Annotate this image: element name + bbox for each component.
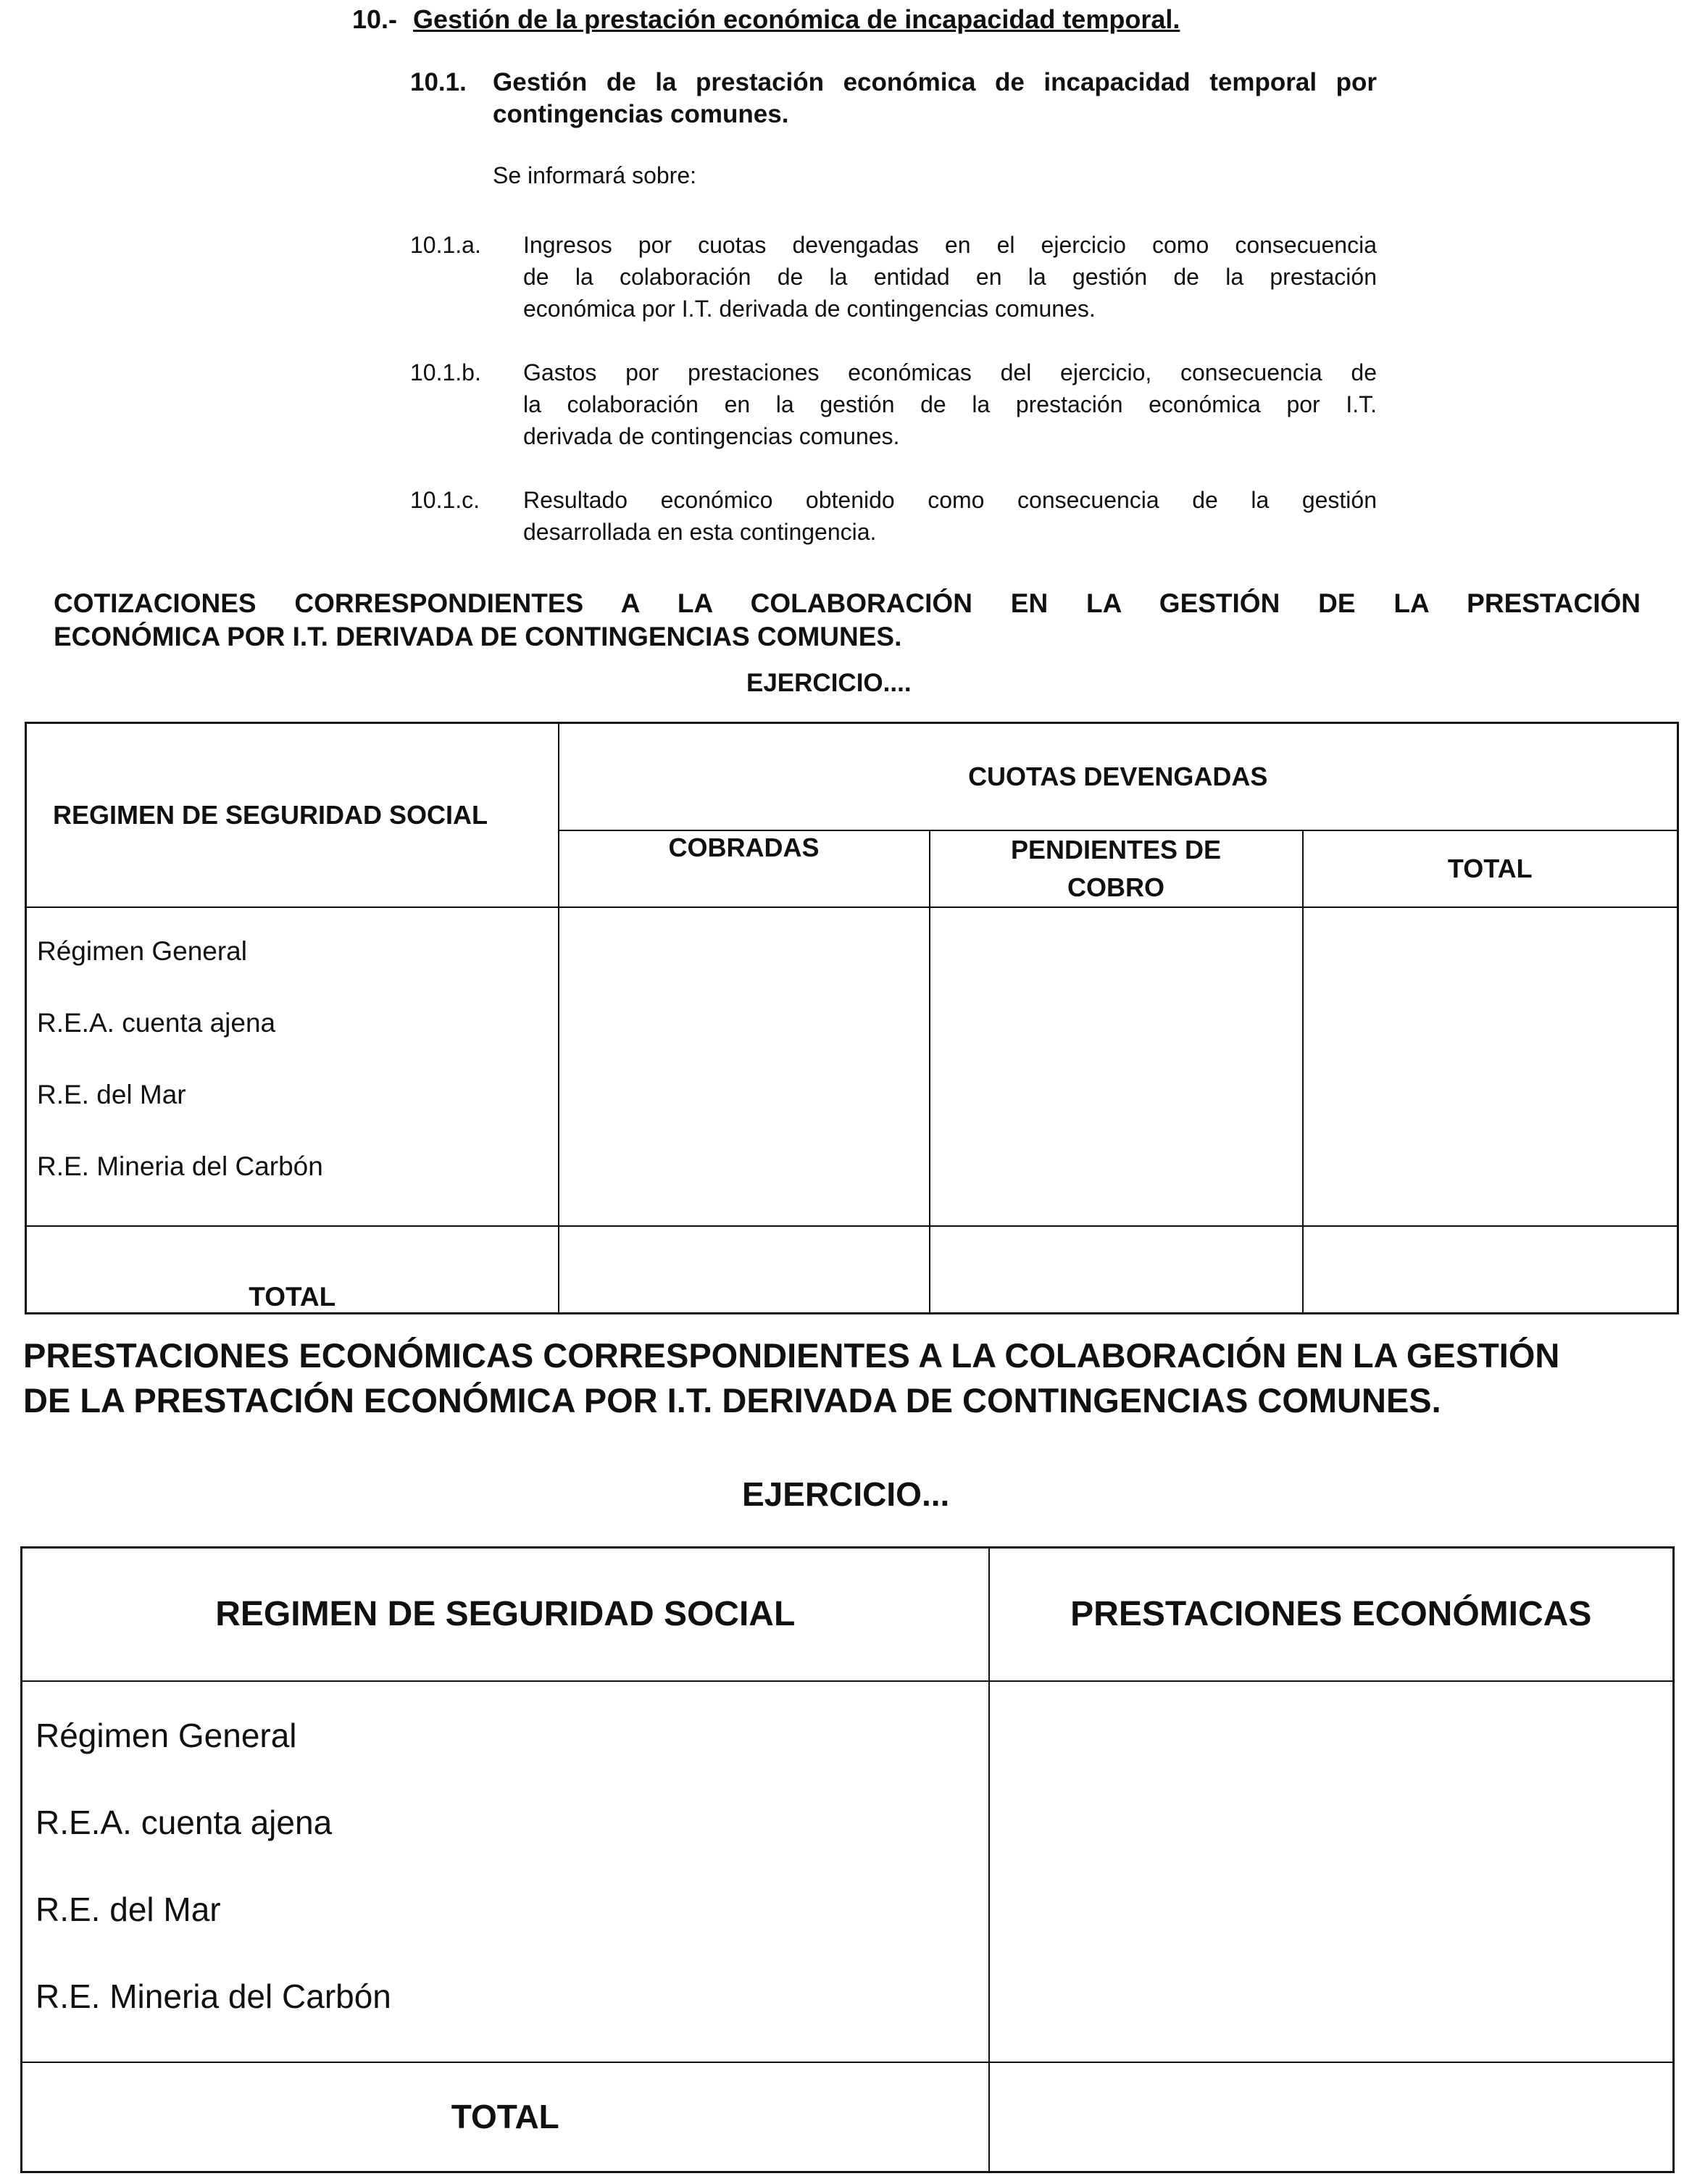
regimen-row-label: R.E.A. cuenta ajena — [37, 1007, 276, 1038]
col-header-pendientes — [930, 830, 1303, 907]
subsection-title: Gestión de la prestación económica de incapacidad temporal por contingencias comunes. — [493, 68, 1377, 128]
col-header-cuotas: CUOTAS DEVENGADAS — [559, 723, 1678, 830]
table1-ejercicio: EJERCICIO.... — [746, 669, 912, 697]
regimen-row-label: R.E.A. cuenta ajena — [36, 1803, 333, 1841]
item-line: económica por I.T. derivada de contingencias comunes. — [523, 296, 1096, 322]
regimen-row-label: R.E. del Mar — [36, 1890, 221, 1928]
col-header-prestaciones: PRESTACIONES ECONÓMICAS — [989, 1548, 1674, 1681]
regimen-row-label: R.E. del Mar — [37, 1079, 186, 1109]
item-code: 10.1.a. — [410, 232, 481, 258]
table1-heading-line: ECONÓMICA POR I.T. DERIVADA DE CONTINGENCIAS COMUNES. — [54, 622, 902, 651]
section-number: 10.- — [352, 4, 398, 34]
item-text — [523, 229, 1377, 325]
total-cobradas-cell — [559, 1226, 930, 1313]
total-total-cell — [1303, 1226, 1678, 1313]
item-line: Resultado económico obtenido como consecuencia de la gestión — [523, 487, 1377, 513]
item-line: Ingresos por cuotas devengadas en el ejercicio como consecuencia — [523, 232, 1377, 258]
total-prestaciones-cell — [989, 2062, 1674, 2172]
intro-text: Se informará sobre: — [493, 162, 697, 188]
pendientes-cell — [930, 907, 1303, 1227]
regimen-row-label: R.E. Mineria del Carbón — [36, 1977, 391, 2015]
table2-heading-line: PRESTACIONES ECONÓMICAS CORRESPONDIENTES A LA COLABORACIÓN EN LA GESTIÓN — [23, 1336, 1560, 1375]
regimen-list — [22, 1681, 989, 2062]
col-header-regimen: REGIMEN DE SEGURIDAD SOCIAL — [22, 1548, 989, 1681]
subsection-number: 10.1. — [410, 68, 467, 96]
total-pendientes-cell — [930, 1226, 1303, 1313]
section-title: Gestión de la prestación económica de incapacidad temporal. — [413, 4, 1180, 34]
item-text — [523, 484, 1377, 548]
item-line: desarrollada en esta contingencia. — [523, 519, 877, 545]
cotizaciones-table — [25, 722, 1679, 1314]
item-line: Gastos por prestaciones económicas del ejercicio, consecuencia de — [523, 359, 1377, 385]
col-header-pendientes-line: PENDIENTES DE — [1010, 834, 1222, 864]
table2-heading-line: DE LA PRESTACIÓN ECONÓMICA POR I.T. DERIVADA DE CONTINGENCIAS COMUNES. — [23, 1381, 1441, 1420]
regimen-row-label: Régimen General — [36, 1716, 297, 1754]
prestaciones-cell — [989, 1681, 1674, 2062]
table2-ejercicio: EJERCICIO... — [742, 1475, 950, 1513]
table1-heading-line: COTIZACIONES CORRESPONDIENTES A LA COLABORACIÓN EN LA GESTIÓN DE LA PRESTACIÓN — [54, 588, 1641, 618]
regimen-list — [26, 907, 559, 1227]
table1-heading — [54, 587, 1641, 654]
col-header-total: TOTAL — [1303, 830, 1678, 907]
total-row-label: TOTAL — [26, 1226, 559, 1313]
total-row-label: TOTAL — [22, 2062, 989, 2172]
item-code: 10.1.b. — [410, 359, 481, 385]
table2-heading — [23, 1333, 1661, 1423]
regimen-row-label: Régimen General — [37, 935, 247, 966]
item-line: la colaboración en la gestión de la prestación económica por I.T. — [523, 391, 1377, 417]
item-text — [523, 357, 1377, 452]
regimen-row-label: R.E. Mineria del Carbón — [37, 1151, 323, 1181]
col-header-cobradas: COBRADAS — [559, 830, 930, 907]
col-header-regimen: REGIMEN DE SEGURIDAD SOCIAL — [26, 723, 559, 907]
col-header-pendientes-line: COBRO — [1067, 872, 1164, 902]
item-line: derivada de contingencias comunes. — [523, 423, 900, 449]
prestaciones-table — [20, 1546, 1675, 2173]
total-cell — [1303, 907, 1678, 1227]
section-heading — [352, 4, 1180, 35]
cobradas-cell — [559, 907, 930, 1227]
item-line: de la colaboración de la entidad en la gestión de la prestación — [523, 264, 1377, 290]
item-code: 10.1.c. — [410, 487, 480, 513]
